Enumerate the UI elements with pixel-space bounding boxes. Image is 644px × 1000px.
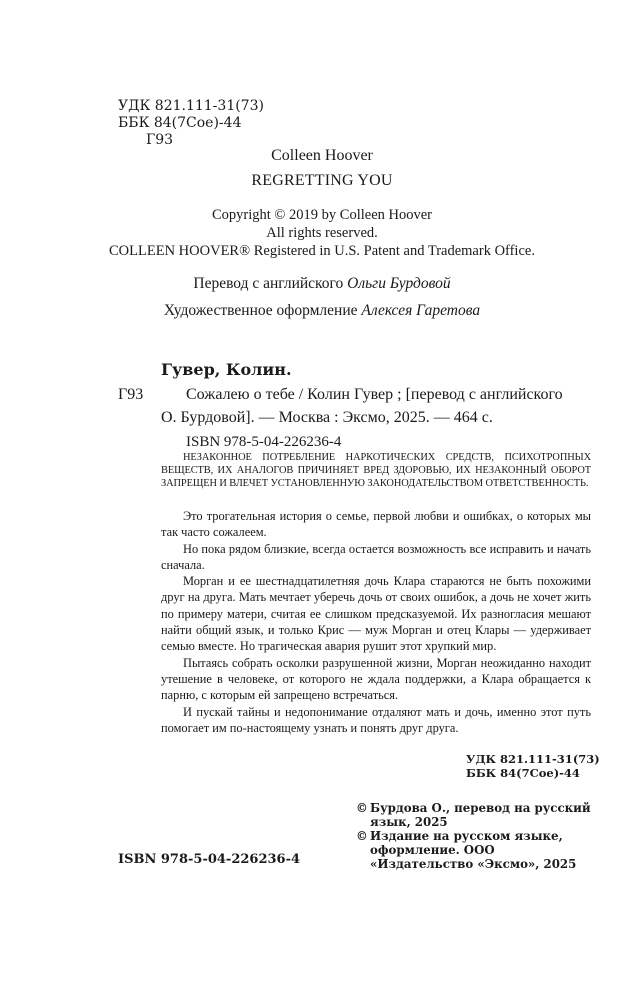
copyright-item — [356, 829, 596, 871]
bbk-code: ББК 84(7Сое)-44 — [466, 766, 580, 780]
annotation-paragraph: Но пока рядом близкие, всегда остается возможность все исправить и начать сначала. — [161, 541, 591, 572]
annotation-paragraph: Морган и ее шестнадцатилетняя дочь Клара стараются не быть похожими друг на друга. Мать мечтает уберечь дочь от своих ошибок, а дочь не хочет жить по примеру матери, считая ее слишком предсказуемой. Их разногласия мешают найти общий язык, и только Крис — муж Морган и отец Клары — удерживает семью вместе. Но трагическая авария рушит этот хрупкий мир. — [161, 574, 591, 654]
translator-name: Ольги Бурдовой — [347, 275, 451, 292]
udk-bbk-bottom — [466, 752, 600, 780]
warning-text: НЕЗАКОННОЕ ПОТРЕБЛЕНИЕ НАРКОТИЧЕСКИХ СРЕДСТВ, ПСИХОТРОПНЫХ ВЕЩЕСТВ, ИХ АНАЛОГОВ ПРИЧИНЯЕТ ВРЕД ЗДОРОВЬЮ, ИХ НЕЗАКОННЫЙ ОБОРОТ ЗАПРЕЩЕН И ВЛЕЧЕТ УСТАНОВЛЕННУЮ ЗАКОНОДАТЕЛЬСТВОМ ОТВЕТСТВЕННОСТЬ. — [161, 452, 591, 489]
catalog-description-line2: О. Бурдовой]. — Москва : Эксмо, 2025. — 464 с. — [161, 409, 493, 426]
catalog-author-mark: Г93 — [118, 386, 144, 403]
udk-code: УДК 821.111-31(73) — [118, 98, 264, 114]
original-author: Colleen Hoover — [271, 147, 373, 164]
trademark-line: COLLEEN HOOVER® Registered in U.S. Patent and Trademark Office. — [109, 243, 535, 259]
annotation-paragraph: Пытаясь собрать осколки разрушенной жизни, Морган неожиданно находит утешение в человеке, от которого не ждала поддержки, а Клара обращается к парню, с которым ей запрещено встречаться. — [161, 655, 591, 703]
catalog-isbn: ISBN 978-5-04-226236-4 — [186, 434, 342, 450]
copyright-symbol-icon: © — [356, 829, 368, 843]
copyright-item — [356, 801, 596, 829]
translation-label: Перевод с английского — [193, 275, 344, 292]
udk-bbk-top — [118, 98, 264, 132]
copyright-text: Издание на русском языке, оформление. ООО «Издательство «Эксмо», 2025 — [370, 829, 577, 871]
original-title: REGRETTING YOU — [251, 172, 393, 189]
original-copyright-block — [0, 206, 644, 260]
catalog-description-line1: Сожалею о тебе / Колин Гувер ; [перевод с английского — [186, 386, 563, 403]
design-credit — [0, 302, 644, 320]
drug-warning — [161, 451, 591, 490]
translator-credit — [0, 275, 644, 293]
copyright-text: Бурдова О., перевод на русский язык, 2025 — [370, 801, 591, 829]
russian-copyrights — [356, 801, 596, 871]
design-label: Художественное оформление — [163, 302, 358, 319]
author-mark-top: Г93 — [146, 132, 174, 148]
isbn-bottom: ISBN 978-5-04-226236-4 — [118, 852, 301, 867]
copyright-symbol-icon: © — [356, 801, 368, 815]
copyright-line: Copyright © 2019 by Colleen Hoover — [211, 207, 433, 223]
designer-name: Алексея Гаретова — [361, 302, 481, 319]
annotation-paragraph: Это трогательная история о семье, первой любви и ошибках, о которых мы так часто сожалеем. — [161, 509, 591, 540]
bbk-code: ББК 84(7Сое)-44 — [118, 115, 242, 131]
rights-line: All rights reserved. — [266, 225, 378, 241]
book-annotation — [161, 508, 591, 736]
udk-code: УДК 821.111-31(73) — [466, 752, 600, 766]
catalog-author-heading: Гувер, Колин. — [161, 360, 292, 379]
annotation-paragraph: И пускай тайны и недопонимание отдаляют мать и дочь, именно этот путь помогает им по-настоящему узнать и понять друг друга. — [161, 704, 591, 735]
